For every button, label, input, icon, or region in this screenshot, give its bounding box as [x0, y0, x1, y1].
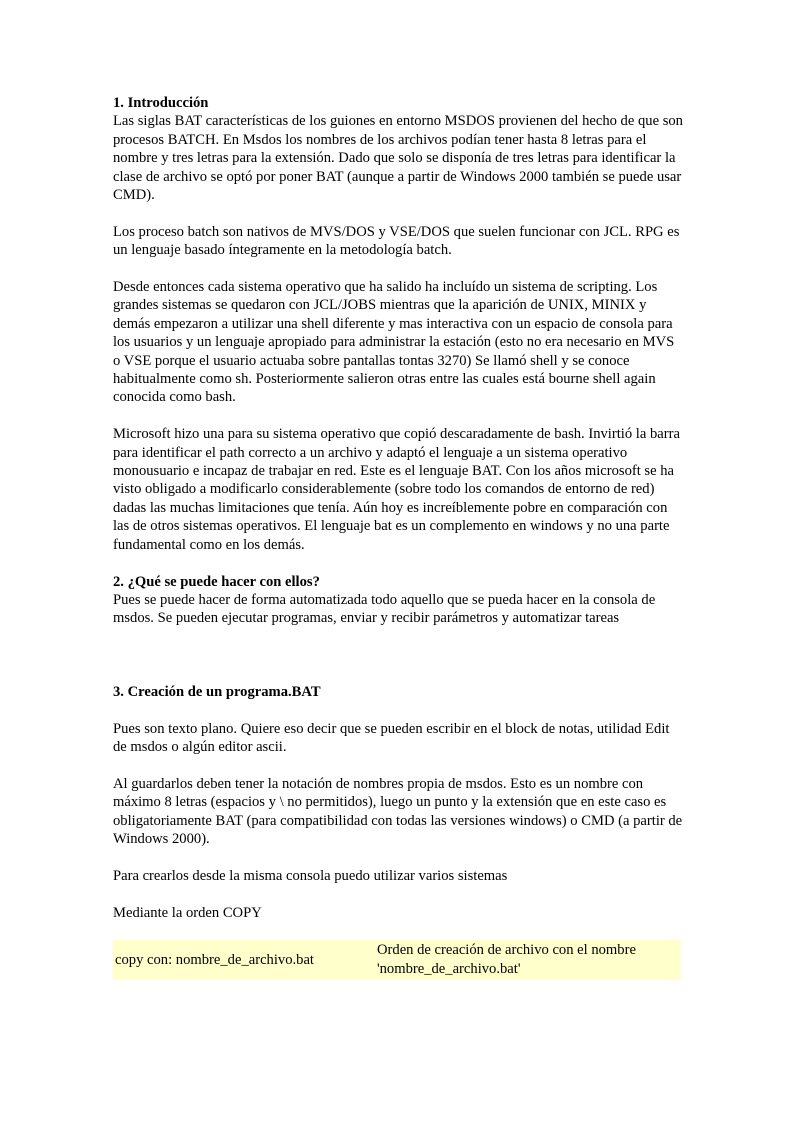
section2-paragraph-1: Pues se puede hacer de forma automatizada todo aquello que se pueda hacer en la consola de msdos. Se pueden ejecutar programas, enviar y recibir parámetros y automatizar tareas — [113, 591, 656, 627]
description-cell: Orden de creación de archivo con el nombre 'nombre_de_archivo.bat' — [377, 942, 636, 977]
section1-paragraph-1: Las siglas BAT características de los guiones en entorno MSDOS provienen del hecho de que son procesos BATCH. En Msdos los nombres de los archivos podían tener hasta 8 letras para el nombre y tres letras para la extensión. Dado que solo se disponía de tres letras para identificar la clase de archivo se optó por poner BAT (aunque a partir de Windows 2000 también se puede usar CMD). — [113, 113, 683, 204]
document-page — [113, 94, 683, 980]
section3-paragraph-2: Al guardarlos deben tener la notación de nombres propia de msdos. Esto es un nombre con máximo 8 letras (espacios y \ no permitidos), luego un punto y la extensión que en este caso es obligatoriamente BAT (para compatibilidad con todas las versiones windows) o CMD (a partir de Windows 2000). — [113, 775, 683, 847]
section3-paragraph-4: Mediante la orden COPY — [113, 904, 262, 921]
section1-heading: 1. Introducción — [113, 95, 209, 111]
section-spacer — [113, 628, 683, 683]
section1-paragraph-3: Desde entonces cada sistema operativo que ha salido ha incluído un sistema de scripting. Los grandes sistemas se quedaron con JCL/JOBS mientras que la aparición de UNIX, MINIX y demás empezaron a utilizar una shell diferente y mas interactiva con un espacio de consola para los usuarios y un lenguaje apropiado para administrar la estación (esto no era necesario en MVS o VSE porque el usuario actuaba sobre pantallas tontas 3270) Se llamó shell y se conoce habitualmente como sh. Posteriormente salieron otras entre las cuales está bourne shell again conocida como bash. — [113, 279, 675, 406]
section1-paragraph-2: Los proceso batch son nativos de MVS/DOS y VSE/DOS que suelen funcionar con JCL. RPG es un lenguaje basado íntegramente en la metodología batch. — [113, 223, 680, 259]
section3-heading: 3. Creación de un programa.BAT — [113, 683, 321, 700]
section3-paragraph-3: Para crearlos desde la misma consola puedo utilizar varios sistemas — [113, 867, 508, 884]
section1-paragraph-4: Microsoft hizo una para su sistema operativo que copió descaradamente de bash. Invirtió la barra para identificar el path correcto a un archivo y adaptó el lenguaje a un sistema operativo monousuario e incapaz de trabajar en red. Este es el lenguaje BAT. Con los años microsoft se ha visto obligado a modificarlo considerablemente (sobre todo los comandos de entorno de red) dadas las muchas limitaciones que tenía. Aún hoy es increíblemente pobre en comparación con las de otros sistemas operativos. El lenguaje bat es un complemento en windows y no una parte fundamental como en los demás. — [113, 426, 680, 553]
section3-paragraph-1: Pues son texto plano. Quiere eso decir que se pueden escribir en el block de notas, utilidad Edit de msdos o algún editor ascii. — [113, 720, 670, 755]
command-cell: copy con: nombre_de_archivo.bat — [115, 951, 314, 968]
table-row — [113, 940, 681, 980]
section2-heading: 2. ¿Qué se puede hacer con ellos? — [113, 573, 320, 590]
command-table — [113, 940, 681, 980]
